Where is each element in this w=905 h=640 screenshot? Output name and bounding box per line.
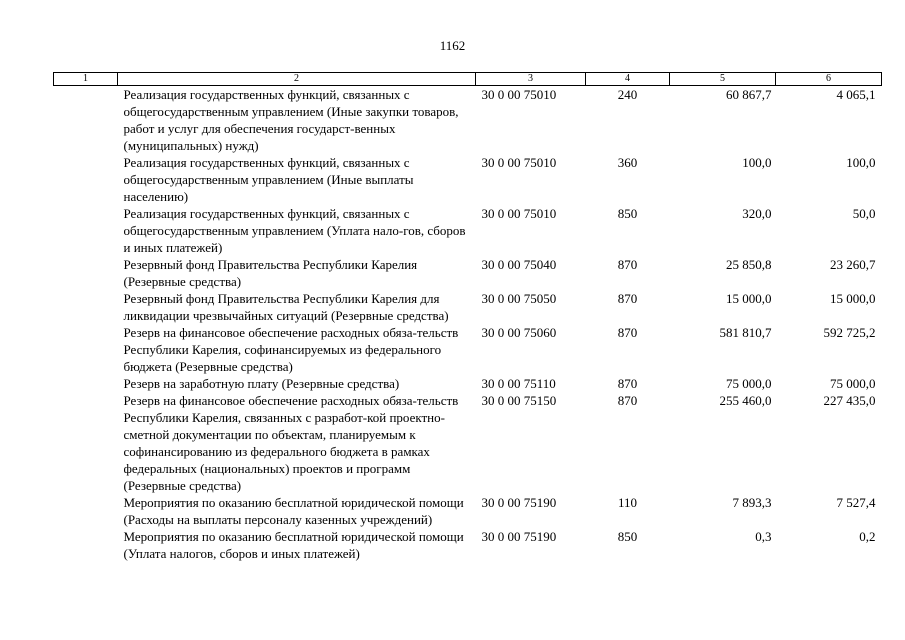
row-number [54,375,118,392]
row-expense-type: 870 [617,291,638,306]
row-number [54,205,118,256]
row-description: Реализация государственных функций, связанных с общегосударственным управлением (Уплата нало-гов, сборов и иных платежей) [123,206,466,255]
row-amount-col5: 320,0 [742,206,772,221]
row-amount-col5: 581 810,7 [719,325,772,340]
row-expense-type: 870 [617,257,638,272]
row-target-code: 30 0 00 75150 [481,393,557,408]
row-amount-col5: 0,3 [755,529,772,544]
row-amount-col6: 592 725,2 [823,325,876,340]
row-number [54,324,118,375]
row-description: Резервный фонд Правительства Республики Карелия для ликвидации чрезвычайных ситуаций (Резервные средства) [123,291,449,323]
table-row [54,375,882,392]
column-header-3: 3 [476,73,586,86]
row-number [54,494,118,528]
row-target-code: 30 0 00 75040 [481,257,557,272]
row-number [54,154,118,205]
row-description: Реализация государственных функций, связанных с общегосударственным управлением (Иные закупки товаров, работ и услуг для обеспечения государст-венных (муниципальных) нужд) [123,87,459,153]
row-amount-col6: 4 065,1 [836,87,876,102]
row-amount-col6: 0,2 [859,529,876,544]
row-number [54,290,118,324]
row-number [54,86,118,155]
row-amount-col5: 60 867,7 [726,87,772,102]
row-description: Резерв на финансовое обеспечение расходных обяза-тельств Республики Карелия, связанных с разработ-кой проектно-сметной документации по объектам, планируемым к софинансированию из федерального бюджета в рамках федеральных (национальных) проектов и программ (Резервные средства) [123,393,459,493]
column-header-1: 1 [54,73,118,86]
table-row [54,528,882,562]
row-number [54,528,118,562]
row-target-code: 30 0 00 75010 [481,155,557,170]
row-target-code: 30 0 00 75050 [481,291,557,306]
table-row [54,324,882,375]
column-header-6: 6 [776,73,882,86]
row-target-code: 30 0 00 75060 [481,325,557,340]
row-expense-type: 360 [617,155,638,170]
row-amount-col5: 25 850,8 [726,257,772,272]
row-amount-col5: 15 000,0 [726,291,772,306]
row-amount-col5: 255 460,0 [719,393,772,408]
table-row [54,290,882,324]
row-description: Мероприятия по оказанию бесплатной юридической помощи (Расходы на выплаты персоналу казенных учреждений) [123,495,464,527]
row-expense-type: 870 [617,376,638,391]
row-expense-type: 110 [617,495,638,510]
row-amount-col6: 23 260,7 [830,257,876,272]
table-row [54,205,882,256]
row-amount-col6: 7 527,4 [836,495,876,510]
column-header-5: 5 [670,73,776,86]
row-target-code: 30 0 00 75110 [481,376,556,391]
column-header-2: 2 [118,73,476,86]
row-target-code: 30 0 00 75190 [481,529,557,544]
row-expense-type: 850 [617,206,638,221]
column-header-4: 4 [586,73,670,86]
row-amount-col5: 75 000,0 [726,376,772,391]
row-expense-type: 240 [617,87,638,102]
row-amount-col6: 100,0 [846,155,876,170]
row-amount-col6: 50,0 [852,206,876,221]
table-row [54,392,882,494]
row-description: Мероприятия по оказанию бесплатной юридической помощи (Уплата налогов, сборов и иных платежей) [123,529,464,561]
row-expense-type: 870 [617,393,638,408]
row-expense-type: 870 [617,325,638,340]
table-row [54,86,882,155]
row-description: Реализация государственных функций, связанных с общегосударственным управлением (Иные выплаты населению) [123,155,414,204]
row-target-code: 30 0 00 75190 [481,495,557,510]
row-amount-col6: 75 000,0 [830,376,876,391]
row-target-code: 30 0 00 75010 [481,87,557,102]
row-amount-col5: 7 893,3 [732,495,772,510]
row-number [54,392,118,494]
row-description: Резерв на заработную плату (Резервные средства) [123,376,400,391]
row-amount-col5: 100,0 [742,155,772,170]
row-description: Резервный фонд Правительства Республики Карелия (Резервные средства) [123,257,418,289]
row-number [54,256,118,290]
table-row [54,256,882,290]
budget-table [53,72,882,562]
column-number-row [54,73,882,86]
row-expense-type: 850 [617,529,638,544]
table-row [54,154,882,205]
row-target-code: 30 0 00 75010 [481,206,557,221]
table-row [54,494,882,528]
row-amount-col6: 15 000,0 [830,291,876,306]
row-amount-col6: 227 435,0 [823,393,876,408]
row-description: Резерв на финансовое обеспечение расходных обяза-тельств Республики Карелия, софинансируемых из федерального бюджета (Резервные средства) [123,325,459,374]
page-number: 1162 [439,38,466,53]
